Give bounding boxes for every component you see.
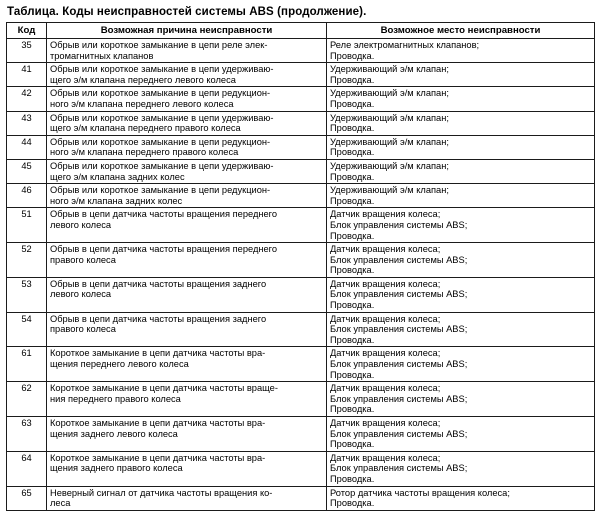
- table-body: [7, 39, 595, 511]
- cell-place: Датчик вращения колеса; Блок управления системы ABS; Проводка.: [327, 277, 595, 312]
- cell-code: 35: [7, 39, 47, 63]
- cell-cause: Обрыв или короткое замыкание в цепи редукцион- ного э/м клапана переднего левого колеса: [47, 87, 327, 111]
- cell-place: Датчик вращения колеса; Блок управления системы ABS; Проводка.: [327, 347, 595, 382]
- table-row: [7, 135, 595, 159]
- table-header-row: [7, 23, 595, 39]
- table-row: [7, 417, 595, 452]
- table-row: [7, 87, 595, 111]
- cell-code: 53: [7, 277, 47, 312]
- table-row: [7, 184, 595, 208]
- cell-cause: Обрыв или короткое замыкание в цепи реле элек- тромагнитных клапанов: [47, 39, 327, 63]
- cell-cause: Обрыв или короткое замыкание в цепи удерживаю- щего э/м клапана переднего левого колеса: [47, 63, 327, 87]
- cell-code: 63: [7, 417, 47, 452]
- cell-place: Ротор датчика частоты вращения колеса; Проводка.: [327, 486, 595, 510]
- cell-code: 62: [7, 382, 47, 417]
- table-row: [7, 243, 595, 278]
- cell-code: 64: [7, 451, 47, 486]
- table-row: [7, 208, 595, 243]
- cell-code: 44: [7, 135, 47, 159]
- cell-cause: Короткое замыкание в цепи датчика частоты вра- щения заднего левого колеса: [47, 417, 327, 452]
- cell-code: 46: [7, 184, 47, 208]
- cell-place: Удерживающий э/м клапан; Проводка.: [327, 87, 595, 111]
- cell-code: 42: [7, 87, 47, 111]
- cell-cause: Короткое замыкание в цепи датчика частоты вра- щения заднего правого колеса: [47, 451, 327, 486]
- column-header-code: Код: [7, 23, 47, 39]
- cell-code: 45: [7, 159, 47, 183]
- table-row: [7, 451, 595, 486]
- cell-code: 43: [7, 111, 47, 135]
- column-header-place: Возможное место неисправности: [327, 23, 595, 39]
- table-row: [7, 312, 595, 347]
- cell-code: 65: [7, 486, 47, 510]
- fault-codes-table: [6, 22, 595, 511]
- table-row: [7, 277, 595, 312]
- table-row: [7, 347, 595, 382]
- cell-code: 41: [7, 63, 47, 87]
- cell-cause: Обрыв в цепи датчика частоты вращения переднего правого колеса: [47, 243, 327, 278]
- cell-cause: Обрыв или короткое замыкание в цепи редукцион- ного э/м клапана переднего правого колеса: [47, 135, 327, 159]
- cell-place: Датчик вращения колеса; Блок управления системы ABS; Проводка.: [327, 417, 595, 452]
- cell-place: Датчик вращения колеса; Блок управления системы ABS; Проводка.: [327, 243, 595, 278]
- cell-place: Реле электромагнитных клапанов; Проводка.: [327, 39, 595, 63]
- table-row: [7, 39, 595, 63]
- table-caption: Таблица. Коды неисправностей системы ABS (продолжение).: [7, 6, 367, 18]
- cell-cause: Обрыв в цепи датчика частоты вращения заднего левого колеса: [47, 277, 327, 312]
- cell-code: 61: [7, 347, 47, 382]
- cell-cause: Обрыв в цепи датчика частоты вращения переднего левого колеса: [47, 208, 327, 243]
- cell-cause: Неверный сигнал от датчика частоты вращения ко- леса: [47, 486, 327, 510]
- cell-code: 51: [7, 208, 47, 243]
- cell-cause: Обрыв или короткое замыкание в цепи удерживаю- щего э/м клапана задних колес: [47, 159, 327, 183]
- table-row: [7, 159, 595, 183]
- table-header: [7, 23, 595, 39]
- cell-place: Удерживающий э/м клапан; Проводка.: [327, 111, 595, 135]
- cell-cause: Короткое замыкание в цепи датчика частоты вра- щения переднего левого колеса: [47, 347, 327, 382]
- table-row: [7, 63, 595, 87]
- cell-code: 52: [7, 243, 47, 278]
- column-header-cause: Возможная причина неисправности: [47, 23, 327, 39]
- cell-place: Датчик вращения колеса; Блок управления системы ABS; Проводка.: [327, 312, 595, 347]
- cell-code: 54: [7, 312, 47, 347]
- cell-cause: Обрыв или короткое замыкание в цепи удерживаю- щего э/м клапана переднего правого колеса: [47, 111, 327, 135]
- cell-cause: Обрыв в цепи датчика частоты вращения заднего правого колеса: [47, 312, 327, 347]
- cell-place: Датчик вращения колеса; Блок управления системы ABS; Проводка.: [327, 208, 595, 243]
- cell-cause: Обрыв или короткое замыкание в цепи редукцион- ного э/м клапана задних колес: [47, 184, 327, 208]
- cell-place: Удерживающий э/м клапан; Проводка.: [327, 63, 595, 87]
- cell-place: Удерживающий э/м клапан; Проводка.: [327, 184, 595, 208]
- cell-cause: Короткое замыкание в цепи датчика частоты враще- ния переднего правого колеса: [47, 382, 327, 417]
- cell-place: Удерживающий э/м клапан; Проводка.: [327, 159, 595, 183]
- cell-place: Датчик вращения колеса; Блок управления системы ABS; Проводка.: [327, 382, 595, 417]
- table-row: [7, 111, 595, 135]
- table-row: [7, 486, 595, 510]
- cell-place: Удерживающий э/м клапан; Проводка.: [327, 135, 595, 159]
- table-row: [7, 382, 595, 417]
- cell-place: Датчик вращения колеса; Блок управления системы ABS; Проводка.: [327, 451, 595, 486]
